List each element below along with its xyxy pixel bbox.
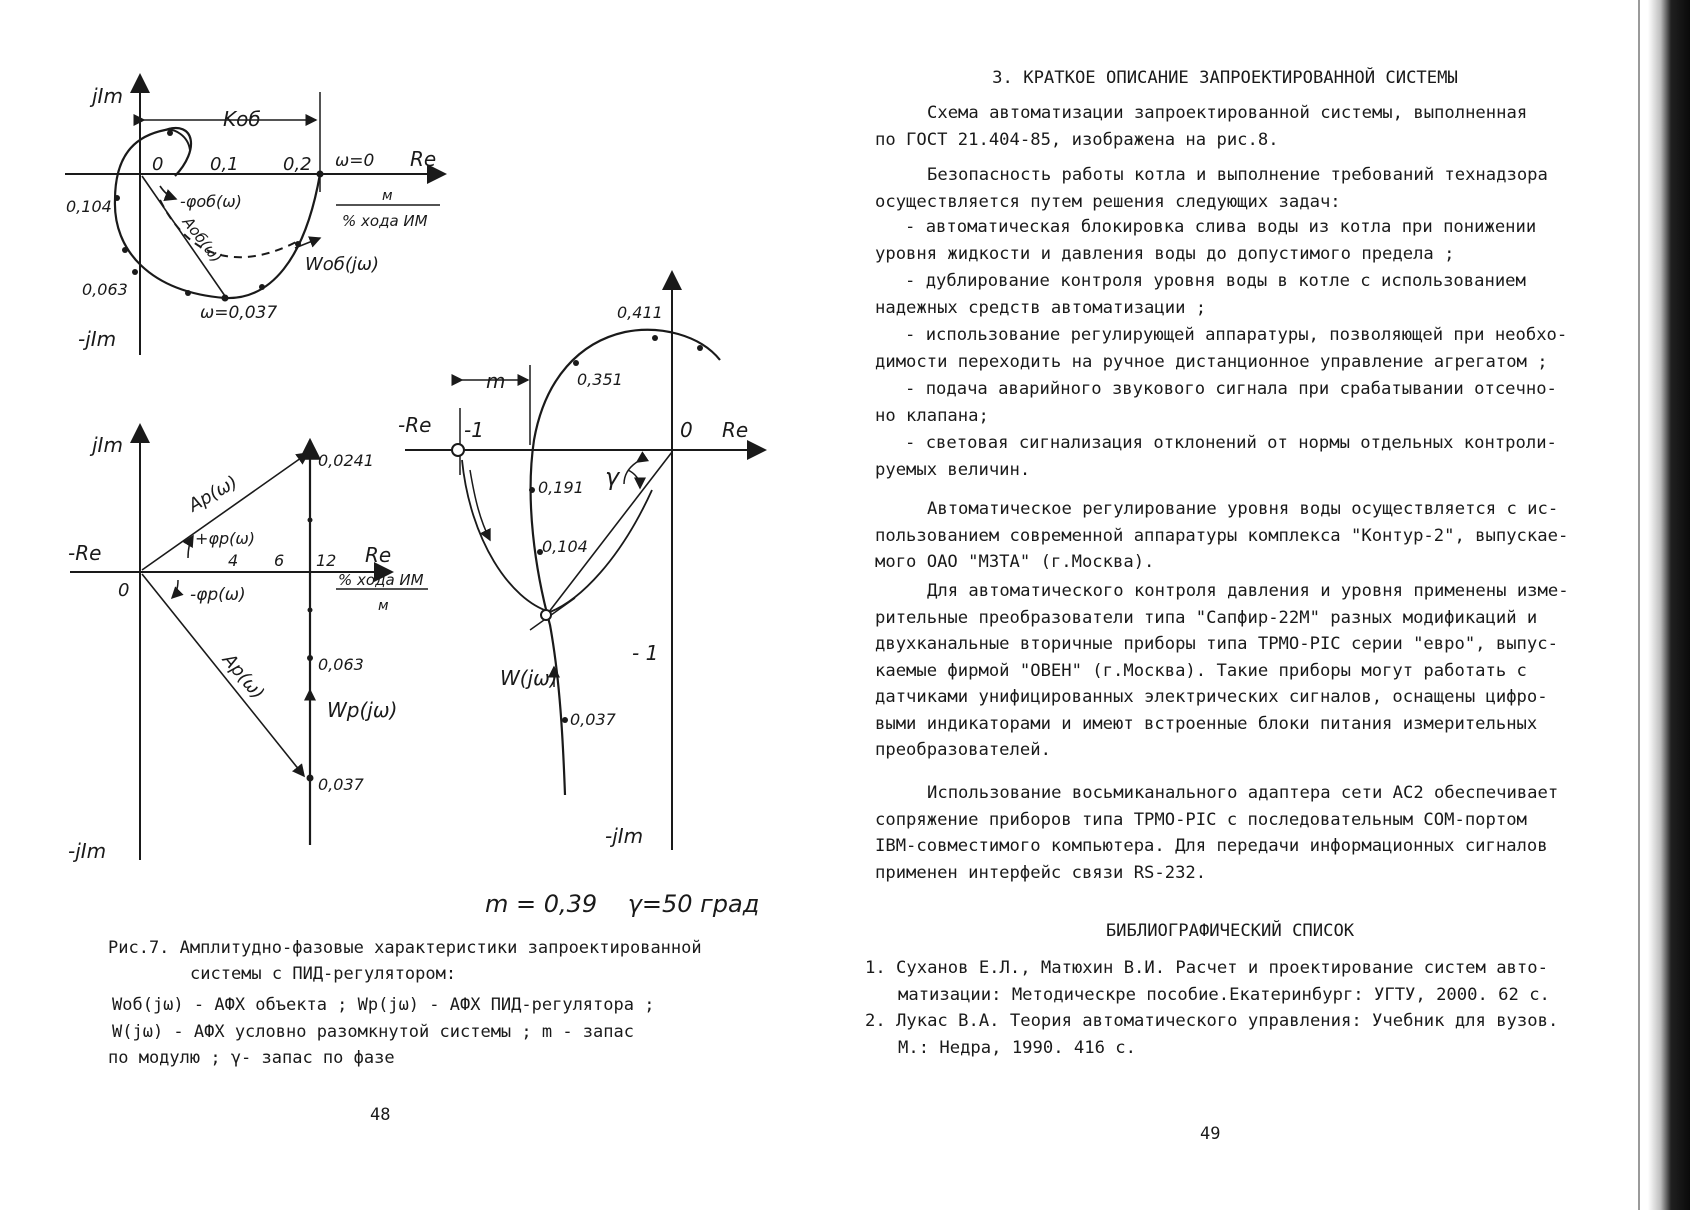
page-number-48: 48 xyxy=(370,1105,391,1125)
re-neg-label: -Re xyxy=(68,541,102,565)
caption-line-5: по модулю ; γ- запас по фазе xyxy=(108,1048,395,1068)
paragraph-line: рительные преобразователи типа "Сапфир-22М" разных модификаций и xyxy=(875,607,1538,628)
w-label: W(jω) xyxy=(500,666,558,690)
phi-ob-label: -φоб(ω) xyxy=(180,192,242,211)
re-label: Re xyxy=(722,418,749,442)
omega-zero: ω=0 xyxy=(335,151,375,171)
page-number-49: 49 xyxy=(1200,1124,1221,1144)
spine-shadow xyxy=(1638,0,1640,1210)
tick-4: 4 xyxy=(228,551,239,570)
unit-den: м xyxy=(378,598,389,614)
caption-line-4: W(jω) - АФХ условно разомкнутой системы ; m - запас xyxy=(112,1022,634,1042)
pid-nyquist-plot xyxy=(70,425,428,860)
paragraph-line: Для автоматического контроля давления и уровня применены изме- xyxy=(927,581,1569,601)
unit-num: м xyxy=(382,188,393,204)
paragraph-line: Использование восьмиканального адаптера сети АС2 обеспечивает xyxy=(927,783,1559,803)
re-label: Re xyxy=(365,543,392,567)
im-neg-label: -jIm xyxy=(78,327,117,351)
bib-entry-line: матизации: Методическре пособие.Екатеринбург: УГТУ, 2000. 62 с. xyxy=(898,985,1550,1005)
caption-line-2: системы с ПИД-регулятором: xyxy=(190,964,457,984)
paragraph-line: - подача аварийного звукового сигнала при срабатывании отсечно- xyxy=(905,379,1557,399)
paragraph-line: выми индикаторами и имеют встроенные блоки питания измерительных xyxy=(875,713,1538,734)
paragraph-line: - использование регулирующей аппаратуры, позволяющей при необхо- xyxy=(905,325,1568,345)
freq-0037: ω=0,037 xyxy=(200,303,278,323)
paragraph-line: но клапана; xyxy=(875,405,989,426)
paragraph-line: Автоматическое регулирование уровня воды осуществляется с ис- xyxy=(927,499,1559,519)
ap-pos-label: Ap(ω) xyxy=(185,471,242,517)
caption-line-1: Рис.7. Амплитудно-фазовые характеристики запроектированной xyxy=(108,938,702,958)
phi-neg-label: -φp(ω) xyxy=(190,585,246,605)
tick-12: 12 xyxy=(316,551,337,570)
im-pos-label: jIm xyxy=(92,84,123,108)
freq-0191: 0,191 xyxy=(538,478,584,497)
m-label: m xyxy=(486,369,506,393)
freq-0351: 0,351 xyxy=(577,370,623,389)
freq-0037: 0,037 xyxy=(318,775,364,794)
paragraph-line: - дублирование контроля уровня воды в котле с использованием xyxy=(905,271,1526,291)
paragraph-line: применен интерфейс связи RS-232. xyxy=(875,862,1207,883)
paragraph-line: преобразователей. xyxy=(875,740,1051,760)
caption-line-3: Wоб(jω) - АФХ объекта ; Wp(jω) - АФХ ПИД-регулятора ; xyxy=(112,995,655,1015)
im-neg-label: -jIm xyxy=(68,839,107,863)
unit-num: % хода ИМ xyxy=(338,571,424,589)
paragraph-line: сопряжение приборов типа ТРМО-PIC с последовательным СОМ-портом xyxy=(875,809,1527,830)
freq-0104: 0,104 xyxy=(542,537,588,556)
paragraph-line: двухканальные вторичные приборы типа ТРМО-PIC серии "евро", выпус- xyxy=(875,634,1558,654)
bib-entry-line: М.: Недра, 1990. 416 с. xyxy=(898,1038,1136,1058)
paragraph-line: надежных средств автоматизации ; xyxy=(875,297,1207,318)
system-plot-labels xyxy=(398,303,748,848)
re-label: Re xyxy=(410,147,437,171)
tick-0: 0 xyxy=(152,154,164,175)
freq-0063: 0,063 xyxy=(82,280,128,299)
section-heading: 3. КРАТКОЕ ОПИСАНИЕ ЗАПРОЕКТИРОВАННОЙ СИСТЕМЫ xyxy=(992,68,1458,88)
freq-0104: 0,104 xyxy=(66,197,112,216)
paragraph-line: по ГОСТ 21.404-85, изображена на рис.8. xyxy=(875,129,1279,150)
paragraph-line: уровня жидкости и давления воды до допустимого предела ; xyxy=(875,243,1455,264)
freq-0037: 0,037 xyxy=(570,710,616,729)
k-ob-label: Kоб xyxy=(223,107,261,131)
gamma-label: γ xyxy=(605,463,620,491)
paragraph-line: каемые фирмой "ОВЕН" (г.Москва). Такие приборы могут работать с xyxy=(875,660,1527,681)
tick-02: 0,2 xyxy=(283,154,312,175)
ap-neg-label: Ap(ω) xyxy=(218,649,269,704)
paragraph-line: Безопасность работы котла и выполнение требований технадзора xyxy=(927,165,1548,185)
unit-den: % хода ИМ xyxy=(342,212,428,230)
bib-entry-line: 2. Лукас В.А. Теория автоматического управления: Учебник для вузов. xyxy=(865,1011,1559,1031)
phi-pos-label: +φp(ω) xyxy=(195,529,255,548)
paragraph-line: Схема автоматизации запроектированной системы, выполненная xyxy=(927,103,1528,123)
paragraph-line: - световая сигнализация отклонений от нормы отдельных контроли- xyxy=(905,433,1557,453)
im-pos-label: jIm xyxy=(92,433,123,457)
paragraph-line: мого ОАО "МЗТА" (г.Москва). xyxy=(875,552,1155,572)
tick-01: 0,1 xyxy=(210,154,239,175)
minus-one: -1 xyxy=(464,418,484,442)
w-curve xyxy=(531,330,720,795)
paragraph-line: - автоматическая блокировка слива воды из котла при понижении xyxy=(905,217,1537,237)
paragraph-line: IBM-совместимого компьютера. Для передачи информационных сигналов xyxy=(875,836,1548,856)
system-nyquist-plot xyxy=(405,272,765,850)
tick-6: 6 xyxy=(274,551,285,570)
re-neg-label: -Re xyxy=(398,413,432,437)
bib-entry-line: 1. Суханов Е.Л., Матюхин В.И. Расчет и проектирование систем авто- xyxy=(865,958,1548,978)
origin: 0 xyxy=(680,418,693,442)
paragraph-line: датчиками унифицированных электрических сигналов, оснащены цифро- xyxy=(875,687,1548,707)
book-spine xyxy=(1648,0,1690,1210)
im-neg-label: -jIm xyxy=(605,824,644,848)
a-ob-label: Aоб(ω) xyxy=(178,213,226,267)
paragraph-line: руемых величин. xyxy=(875,459,1031,480)
freq-0063: 0,063 xyxy=(318,655,364,674)
paragraph-line: димости переходить на ручное дистанционное управление агрегатом ; xyxy=(875,351,1548,372)
results-line: m = 0,39 γ=50 град xyxy=(485,890,760,918)
w-ob-label: Wоб(jω) xyxy=(305,254,380,275)
freq-0411: 0,411 xyxy=(617,303,663,322)
object-plot-labels xyxy=(66,84,436,351)
paragraph-line: пользованием современной аппаратуры комплекса "Контур-2", выпускае- xyxy=(875,525,1569,546)
origin: 0 xyxy=(118,580,130,601)
wp-label: Wp(jω) xyxy=(327,698,398,722)
minus-one-axis: - 1 xyxy=(632,641,659,665)
freq-0241: 0,0241 xyxy=(318,451,374,470)
bib-heading: БИБЛИОГРАФИЧЕСКИЙ СПИСОК xyxy=(1105,921,1355,941)
paragraph-line: осуществляется путем решения следующих задач: xyxy=(875,191,1341,212)
